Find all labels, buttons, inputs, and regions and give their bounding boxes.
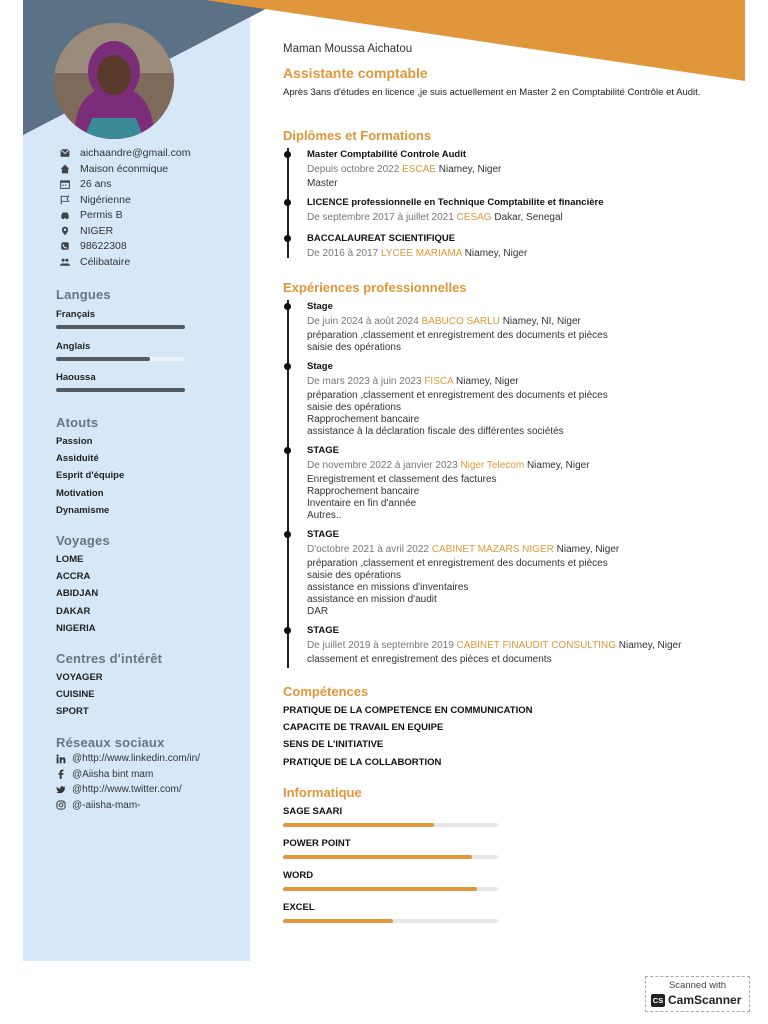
contact-item [60, 178, 112, 190]
timeline-dot [284, 627, 291, 634]
timeline-dot [284, 447, 291, 454]
description-line: classement et enregistrement des pièces et documents [307, 654, 552, 665]
education-heading: Diplômes et Formations [283, 128, 432, 143]
phone-icon [60, 241, 70, 251]
interets-item: SPORT [56, 706, 89, 718]
voyages-item: ABIDJAN [56, 588, 99, 600]
skill-item: PRATIQUE DE LA COLLABORTION [283, 756, 442, 768]
language-level-fill [56, 325, 185, 329]
contact-text: 26 ans [80, 178, 112, 190]
skill-item: SENS DE L'INITIATIVE [283, 739, 384, 751]
it-skills-heading: Informatique [283, 785, 362, 800]
description-line: assistance en missions d'inventaires [307, 582, 469, 593]
social-link[interactable] [56, 784, 182, 795]
description-line: Enregistrement et classement des factures [307, 474, 497, 485]
diplomes-meta [307, 248, 527, 259]
organization: BABUCO SARLU [421, 316, 500, 327]
travels-heading: Voyages [56, 533, 110, 548]
timeline-dot [284, 303, 291, 310]
organization: ESCAE [402, 164, 436, 175]
camscanner-watermark [645, 976, 750, 1012]
description-line: DAR [307, 606, 329, 617]
location: Niamey, Niger [526, 460, 590, 471]
experiences-title: Stage [307, 301, 333, 312]
facebook-icon [56, 769, 66, 779]
atouts-item: Passion [56, 436, 93, 447]
language-name: Haoussa [56, 372, 96, 383]
experiences-title: STAGE [307, 445, 340, 456]
it-skill-fill [283, 823, 434, 827]
experience-timeline [287, 300, 289, 668]
language-name: Français [56, 309, 96, 320]
contact-item [60, 256, 130, 268]
location: Niamey, Niger [556, 544, 620, 555]
language-level-bar [56, 388, 185, 392]
description-line: Rapprochement bancaire [307, 486, 420, 497]
instagram-icon [56, 800, 66, 810]
it-skill-bar [283, 823, 498, 827]
timeline-dot [284, 531, 291, 538]
contact-item [60, 163, 168, 175]
date-range: De mars 2023 à juin 2023 [307, 376, 422, 387]
location: Niamey, Niger [618, 640, 682, 651]
contact-item [60, 209, 123, 221]
voyages-item: ACCRA [56, 571, 91, 583]
location: Dakar, Senegal [494, 212, 563, 223]
language-level-fill [56, 388, 185, 392]
languages-heading: Langues [56, 287, 111, 302]
watermark-brand: CamScanner [668, 993, 742, 1007]
skill-item: PRATIQUE DE LA COMPETENCE EN COMMUNICATION [283, 705, 533, 716]
language-level-bar [56, 357, 185, 361]
diplomes-title: BACCALAUREAT SCIENTIFIQUE [307, 233, 456, 244]
experiences-meta [307, 460, 590, 471]
contact-text: aichaandre@gmail.com [80, 147, 191, 159]
date-range: D'octobre 2021 à avril 2022 [307, 544, 429, 555]
assets-heading: Atouts [56, 415, 99, 430]
calendar-icon [60, 179, 70, 189]
language-level-bar [56, 325, 185, 329]
organization: CABINET MAZARS NIGER [431, 544, 554, 555]
interets-item: CUISINE [56, 689, 95, 701]
description-line: Master [307, 178, 338, 189]
description-line: préparation ,classement et enregistrement des documents et pièces [307, 390, 608, 401]
it-skill-bar [283, 855, 498, 859]
organization: CABINET FINAUDIT CONSULTING [456, 640, 617, 651]
it-skill-bar [283, 919, 498, 923]
twitter-icon [56, 785, 66, 795]
watermark-caption: Scanned with [668, 980, 727, 991]
job-title: Assistante comptable [283, 65, 428, 81]
date-range: De juin 2024 à août 2024 [307, 316, 419, 327]
location-pin-icon [60, 226, 70, 236]
organization: Niger Telecom [460, 460, 525, 471]
description-line: assistance en mission d'audit [307, 594, 437, 605]
experiences-title: STAGE [307, 529, 340, 540]
timeline-dot [284, 363, 291, 370]
atouts-item: Dynamisme [56, 504, 110, 516]
it-skill-name: WORD [283, 870, 314, 881]
skill-item: CAPACITE DE TRAVAIL EN EQUIPE [283, 722, 444, 734]
social-link[interactable] [56, 753, 200, 764]
profile-photo [54, 23, 174, 139]
experience-heading: Expériences professionnelles [283, 280, 467, 295]
it-skill-name: POWER POINT [283, 838, 351, 849]
profile-summary: Après 3ans d'études en licence ,je suis actuellement en Master 2 en Comptabilité Contrôle et Audit. [283, 87, 701, 98]
experiences-title: Stage [307, 361, 333, 372]
social-text: @-aiisha-mam- [72, 799, 141, 811]
contact-text: NIGER [80, 224, 114, 237]
voyages-item: NIGERIA [56, 622, 96, 634]
description-line: assistance à la déclaration fiscale des différentes sociétés [307, 426, 564, 437]
date-range: De novembre 2022 à janvier 2023 [307, 460, 458, 471]
atouts-item: Motivation [56, 487, 104, 499]
diplomes-title: Master Comptabilité Controle Audit [307, 149, 467, 160]
it-skill-name: EXCEL [283, 902, 315, 913]
location: Niamey, Niger [438, 164, 502, 175]
contact-text: Maison éconmique [80, 162, 169, 175]
social-link[interactable] [56, 800, 141, 811]
contact-text: Célibataire [80, 255, 131, 268]
it-skill-fill [283, 919, 393, 923]
location: Niamey, Niger [456, 376, 519, 387]
description-line: saisie des opérations [307, 402, 401, 413]
description-line: Inventaire en fin d'année [307, 498, 417, 509]
envelope-icon [60, 148, 70, 158]
flag-icon [60, 195, 70, 205]
organization: LYCEE MARIAMA [380, 248, 462, 259]
atouts-item: Esprit d'équipe [56, 470, 125, 482]
date-range: De 2016 à 2017 [307, 248, 379, 259]
description-line: saisie des opérations [307, 342, 401, 353]
contact-item [60, 147, 190, 159]
experiences-title: STAGE [307, 625, 340, 636]
organization: CESAG [456, 212, 492, 223]
timeline-dot [284, 199, 291, 206]
contact-text: Nigérienne [80, 193, 131, 206]
contact-item [60, 194, 131, 206]
experiences-meta [307, 544, 619, 555]
contact-item [60, 240, 127, 252]
voyages-item: LOME [56, 554, 84, 565]
contact-item [60, 225, 113, 237]
people-icon [60, 257, 70, 267]
voyages-item: DAKAR [56, 605, 91, 617]
organization: FISCA [424, 376, 454, 387]
date-range: De juillet 2019 à septembre 2019 [307, 640, 454, 651]
language-name: Anglais [56, 340, 91, 352]
experiences-meta [307, 640, 681, 651]
camscanner-logo-icon: CS [652, 996, 664, 1005]
social-text: @http://www.twitter.com/ [72, 784, 182, 795]
description-line: préparation ,classement et enregistrement des documents et pièces [307, 558, 608, 569]
full-name: Maman Moussa Aichatou [283, 43, 413, 55]
it-skill-bar [283, 887, 498, 891]
timeline-dot [284, 235, 291, 242]
atouts-item: Assiduité [56, 453, 99, 465]
social-text: @Aiisha bint mam [72, 768, 154, 780]
social-heading: Réseaux sociaux [56, 735, 165, 750]
location: Niamey, Niger [464, 248, 528, 259]
experiences-meta [307, 376, 519, 387]
description-line: saisie des opérations [307, 570, 401, 581]
description-line: préparation ,classement et enregistrement des documents et pièces [307, 330, 608, 341]
language-level-fill [56, 357, 150, 361]
linkedin-icon [56, 754, 66, 764]
skills-heading: Compétences [283, 684, 369, 699]
interets-item: VOYAGER [56, 672, 103, 683]
social-text: @http://www.linkedin.com/in/ [72, 753, 200, 764]
location: Niamey, NI, Niger [502, 316, 581, 327]
contact-text: Permis B [80, 209, 123, 221]
diplomes-meta [307, 164, 501, 175]
interests-heading: Centres d'intérêt [56, 651, 163, 666]
it-skill-name: SAGE SAARI [283, 806, 343, 817]
experiences-meta [307, 316, 581, 327]
social-link[interactable] [56, 769, 153, 780]
it-skill-fill [283, 887, 477, 891]
timeline-dot [284, 151, 291, 158]
car-icon [60, 210, 70, 220]
it-skill-fill [283, 855, 472, 859]
description-line: Autres.. [307, 510, 342, 521]
contact-text: 98622308 [80, 240, 127, 252]
date-range: Depuis octobre 2022 [307, 164, 400, 175]
description-line: Rapprochement bancaire [307, 414, 420, 425]
date-range: De septembre 2017 à juillet 2021 [307, 212, 454, 223]
home-icon [60, 164, 70, 174]
diplomes-title: LICENCE professionnelle en Technique Comptabilite et financière [307, 197, 604, 208]
diplomes-meta [307, 212, 563, 223]
